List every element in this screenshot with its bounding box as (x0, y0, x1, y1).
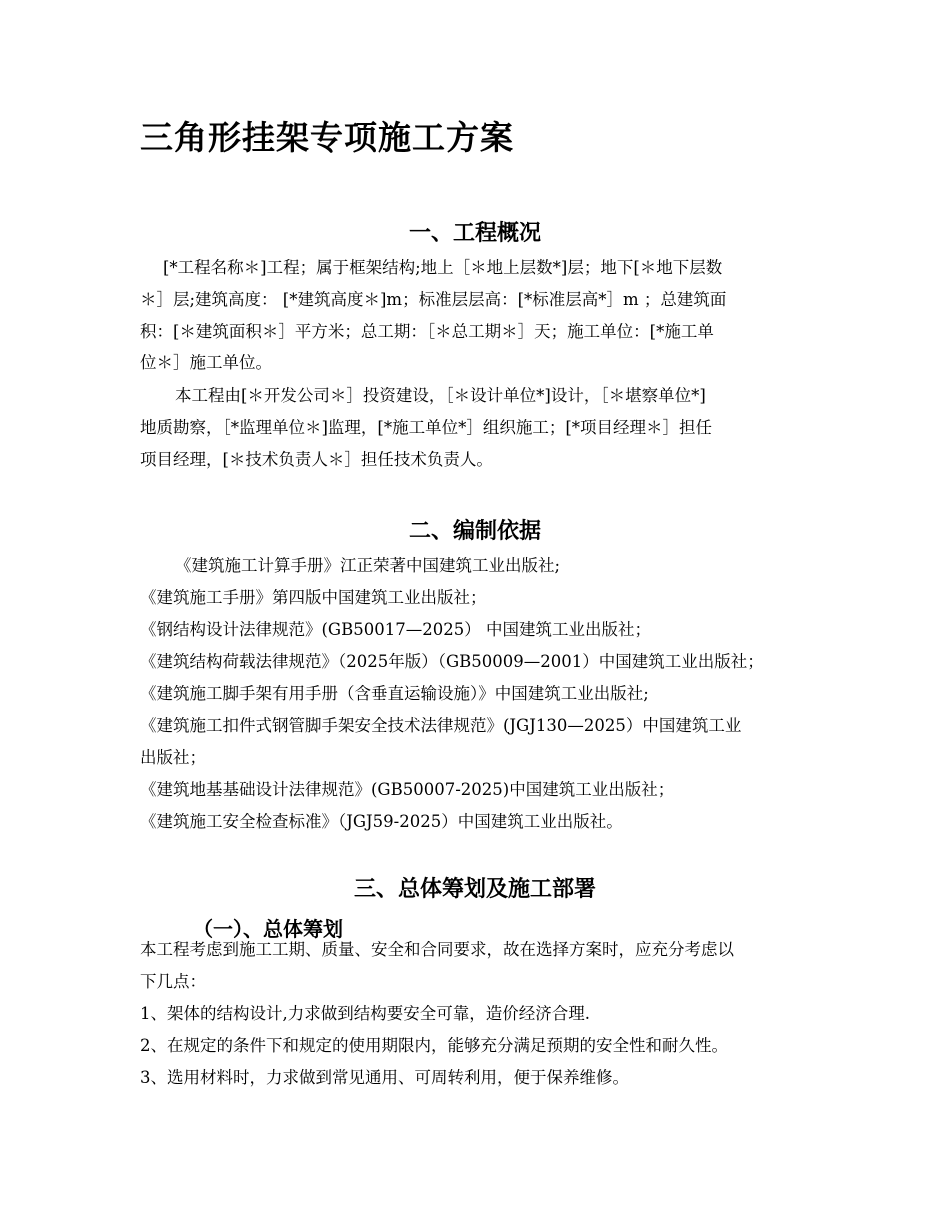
basis-line: 《建筑施工计算手册》江正荣著中国建筑工业出版社; (175, 556, 561, 575)
overview-line: 地质勘察，［*监理单位＊]监理，[*施工单位*］组织施工；[*项目经理＊］担任 (140, 418, 713, 437)
overview-line: 本工程由[＊开发公司＊］投资建设，［＊设计单位*]设计，［＊堪察单位*] (175, 386, 706, 405)
basis-line: 出版社； (140, 748, 206, 767)
section-heading-overview: 一、工程概况 (408, 221, 541, 246)
section-heading-basis: 二、编制依据 (408, 519, 541, 544)
subsection-heading-planning: （一）、总体筹划 (193, 917, 343, 941)
planning-line: 下几点： (140, 972, 206, 991)
planning-line: 3、选用材料时，力求做到常见通用、可周转利用，便于保养维修。 (140, 1068, 629, 1087)
overview-line: 项目经理，[＊技术负责人＊］担任技术负责人。 (140, 450, 493, 469)
overview-line: ＊］层;建筑高度： [*建筑高度＊]m；标准层层高：[*标准层高*］m ；总建筑面 (140, 290, 727, 309)
basis-line: 《建筑地基基础设计法律规范》(GB50007-2025)中国建筑工业出版社； (140, 780, 675, 799)
overview-line: [*工程名称＊]工程；属于框架结构;地上［＊地上层数*]层；地下[＊地下层数 (163, 258, 723, 277)
overview-line: 位＊］施工单位。 (140, 353, 272, 372)
basis-line: 《钢结构设计法律规范》(GB50017—2025） 中国建筑工业出版社； (140, 620, 651, 639)
section-heading-planning: 三、总体筹划及施工部署 (353, 877, 596, 902)
basis-line: 《建筑施工手册》第四版中国建筑工业出版社； (140, 588, 487, 607)
overview-line: 积：[＊建筑面积＊］平方米；总工期：［＊总工期＊］天；施工单位：[*施工单 (140, 322, 714, 341)
basis-line: 《建筑施工安全检查标准》（JGJ59-2025）中国建筑工业出版社。 (140, 812, 623, 831)
planning-line: 本工程考虑到施工工期、质量、安全和合同要求，故在选择方案时，应充分考虑以 (140, 940, 734, 959)
basis-line: 《建筑施工扣件式钢管脚手架安全技术法律规范》(JGJ130—2025）中国建筑工业 (140, 716, 742, 735)
basis-line: 《建筑施工脚手架有用手册（含垂直运输设施）》中国建筑工业出版社; (140, 684, 649, 703)
planning-line: 2、在规定的条件下和规定的使用期限内，能够充分满足预期的安全性和耐久性。 (140, 1036, 728, 1055)
basis-line: 《建筑结构荷载法律规范》（2025年版）（GB50009—2001）中国建筑工业出版社； (140, 652, 764, 671)
planning-line: 1、架体的结构设计,力求做到结构要安全可靠，造价经济合理. (140, 1004, 590, 1023)
document-title: 三角形挂架专项施工方案 (140, 118, 514, 157)
